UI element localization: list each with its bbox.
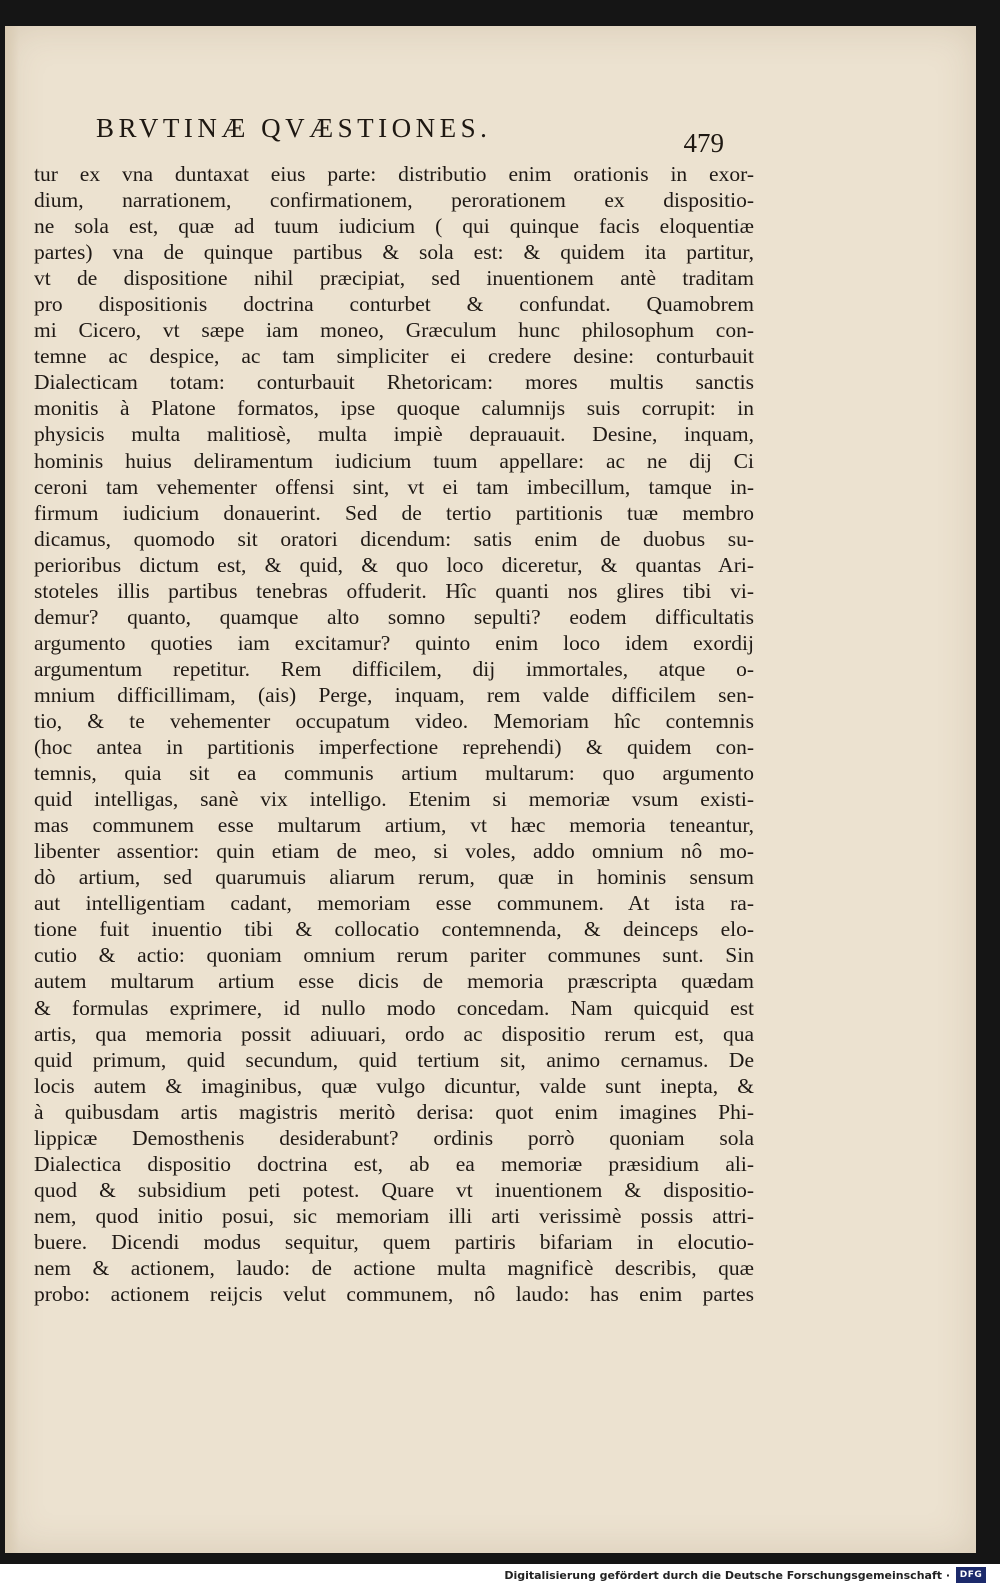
text-line: argumentum repetitur. Rem difficilem, dij immortales, atque o-	[34, 656, 754, 681]
text-line: mi Cicero, vt sæpe iam moneo, Græculum hunc philosophum con-	[34, 318, 754, 343]
text-line: locis autem & imaginibus, quæ vulgo dicuntur, valde sunt inepta, &	[34, 1073, 754, 1098]
text-line: aut intelligentiam cadant, memoriam esse communem. At ista ra-	[34, 891, 754, 916]
text-line: cutio & actio: quoniam omnium rerum pariter communes sunt. Sin	[34, 943, 754, 968]
text-line: nem, quod initio posui, sic memoriam illi arti verissimè possis attri-	[34, 1203, 754, 1228]
text-line: ceroni tam vehementer offensi sint, vt ei tam imbecillum, tamque in-	[34, 474, 754, 499]
text-line: perioribus dictum est, & quid, & quo loco diceretur, & quantas Ari-	[34, 552, 754, 577]
text-line: quid intelligas, sanè vix intelligo. Etenim si memoriæ vsum existi-	[34, 787, 754, 812]
text-line: stoteles illis partibus tenebras offuderit. Hîc quanti nos glires tibi vi-	[34, 578, 754, 603]
page-number: 479	[683, 128, 724, 158]
text-line: nem & actionem, laudo: de actione multa magnificè describis, quæ	[34, 1255, 754, 1280]
text-line: Dialecticam totam: conturbauit Rhetoricam: mores multis sanctis	[34, 370, 754, 395]
text-line: temnis, quia sit ea communis artium multarum: quo argumento	[34, 761, 754, 786]
text-line: vt de dispositione nihil præcipiat, sed inuentionem antè traditam	[34, 266, 754, 291]
text-line: argumento quoties iam excitamur? quinto enim loco idem exordij	[34, 630, 754, 655]
text-line: à quibusdam artis magistris meritò derisa: quot enim imagines Phi-	[34, 1099, 754, 1124]
text-line: (hoc antea in partitionis imperfectione reprehendi) & quidem con-	[34, 735, 754, 760]
body-text	[34, 161, 754, 1307]
text-line: ne sola est, quæ ad tuum iudicium ( qui quinque facis eloquentiæ	[34, 214, 754, 239]
running-header: BRVTINÆ QVÆSTIONES.	[96, 113, 492, 143]
text-line: Dialectica dispositio doctrina est, ab ea memoriæ præsidium ali-	[34, 1151, 754, 1176]
text-line: mas communem esse multarum artium, vt hæc memoria teneantur,	[34, 813, 754, 838]
text-line: demur? quanto, quamque alto somno sepulti? eodem difficultatis	[34, 604, 754, 629]
text-line: quid primum, quid secundum, quid tertium sit, animo cernamus. De	[34, 1047, 754, 1072]
text-line: pro dispositionis doctrina conturbet & confundat. Quamobrem	[34, 292, 754, 317]
text-line: physicis multa malitiosè, multa impiè deprauauit. Desine, inquam,	[34, 422, 754, 447]
text-line: tio, & te vehementer occupatum video. Memoriam hîc contemnis	[34, 708, 754, 733]
text-line: lippicæ Demosthenis desiderabunt? ordinis porrò quoniam sola	[34, 1125, 754, 1150]
text-line: firmum iudicium donauerint. Sed de tertio partitionis tuæ membro	[34, 500, 754, 525]
text-line: monitis à Platone formatos, ipse quoque calumnijs suis corrupit: in	[34, 396, 754, 421]
text-line: partes) vna de quinque partibus & sola est: & quidem ita partitur,	[34, 240, 754, 265]
text-line: dicamus, quomodo sit oratori dicendum: satis enim de duobus su-	[34, 526, 754, 551]
text-line: tione fuit inuentio tibi & collocatio contemnenda, & deinceps elo-	[34, 917, 754, 942]
text-line: artis, qua memoria possit adiuuari, ordo ac dispositio rerum est, qua	[34, 1021, 754, 1046]
dfg-logo: DFG	[956, 1567, 986, 1583]
text-line: buere. Dicendi modus sequitur, quem partiris bifariam in elocutio-	[34, 1229, 754, 1254]
text-line: hominis huius deliramentum iudicium tuum appellare: ac ne dij Ci	[34, 448, 754, 473]
text-line: quod & subsidium peti potest. Quare vt inuentionem & dispositio-	[34, 1177, 754, 1202]
text-line: libenter assentior: quin etiam de meo, si voles, addo omnium nô mo-	[34, 839, 754, 864]
page-gutter-shadow	[5, 26, 19, 1553]
text-line: autem multarum artium esse dicis de memoria præscripta quædam	[34, 969, 754, 994]
text-line: & formulas exprimere, id nullo modo concedam. Nam quicquid est	[34, 995, 754, 1020]
text-line: mnium difficillimam, (ais) Perge, inquam, rem valde difficilem sen-	[34, 682, 754, 707]
text-line: dium, narrationem, confirmationem, perorationem ex dispositio-	[34, 188, 754, 213]
text-line: dò artium, sed quarumuis aliarum rerum, quæ in hominis sensum	[34, 865, 754, 890]
text-line: probo: actionem reijcis velut communem, nô laudo: has enim partes	[34, 1282, 754, 1307]
digitization-credit: Digitalisierung gefördert durch die Deutsche Forschungsgemeinschaft ·	[504, 1569, 950, 1582]
text-line: tur ex vna duntaxat eius parte: distributio enim orationis in exor-	[34, 162, 754, 186]
text-line: temne ac despice, ac tam simpliciter ei credere desine: conturbauit	[34, 344, 754, 369]
